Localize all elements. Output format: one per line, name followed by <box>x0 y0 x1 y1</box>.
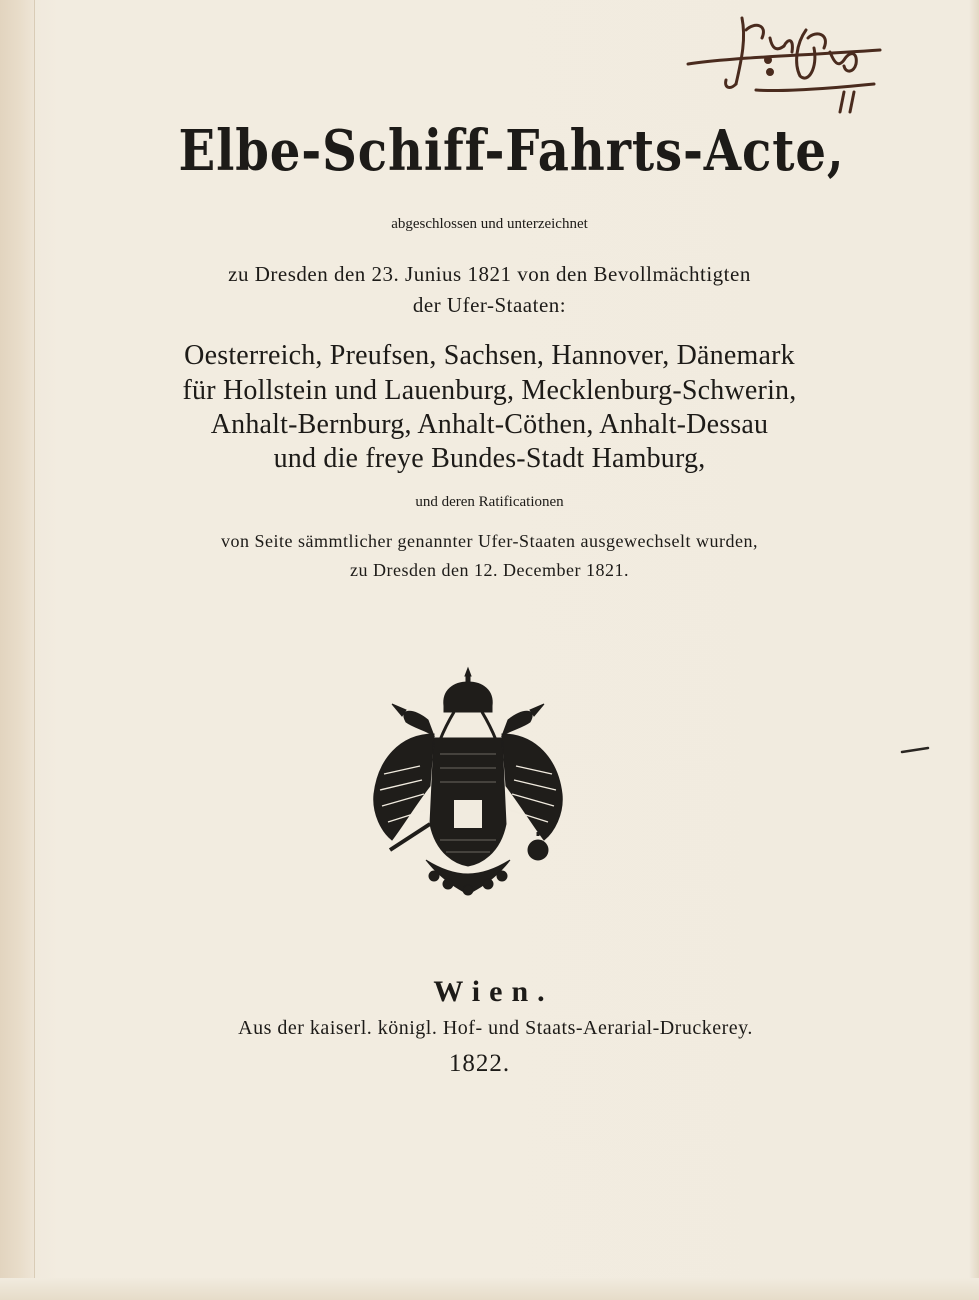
states-line-1: Oesterreich, Preufsen, Sachsen, Hannover, Dänemark <box>184 340 795 371</box>
ratification-line-2: von Seite sämmtlicher genannter Ufer-Staaten ausgewechselt wurden, <box>221 531 758 551</box>
imprint-place: Wien. <box>433 975 554 1008</box>
paper-edge-bottom <box>0 1278 979 1300</box>
imprint-printer: Aus der kaiserl. königl. Hof- und Staats-Aerarial-Druckerey. <box>238 1017 753 1039</box>
double-headed-eagle-emblem <box>370 664 566 900</box>
ratification-line-1: und deren Ratificationen <box>415 494 564 510</box>
document-title: Elbe-Schiff-Fahrts-Acte, <box>178 118 845 184</box>
binding-spine <box>0 0 35 1300</box>
document-subtitle: abgeschlossen und unterzeichnet <box>391 216 588 232</box>
paper-edge-right <box>969 0 979 1300</box>
states-line-2: für Hollstein und Lauenburg, Mecklenburg-Schwerin, <box>182 375 797 406</box>
ink-mark <box>900 740 930 750</box>
signed-line-1: zu Dresden den 23. Junius 1821 von den Bevollmächtigten <box>228 262 751 286</box>
states-line-3: Anhalt-Bernburg, Anhalt-Cöthen, Anhalt-Dessau <box>210 409 769 440</box>
ratification-line-3: zu Dresden den 12. December 1821. <box>350 560 629 580</box>
signed-line-2: der Ufer-Staaten: <box>412 293 567 317</box>
imprint-year: 1822. <box>448 1050 511 1077</box>
states-line-4: und die freye Bundes-Stadt Hamburg, <box>273 443 706 474</box>
handwritten-note <box>684 8 884 118</box>
